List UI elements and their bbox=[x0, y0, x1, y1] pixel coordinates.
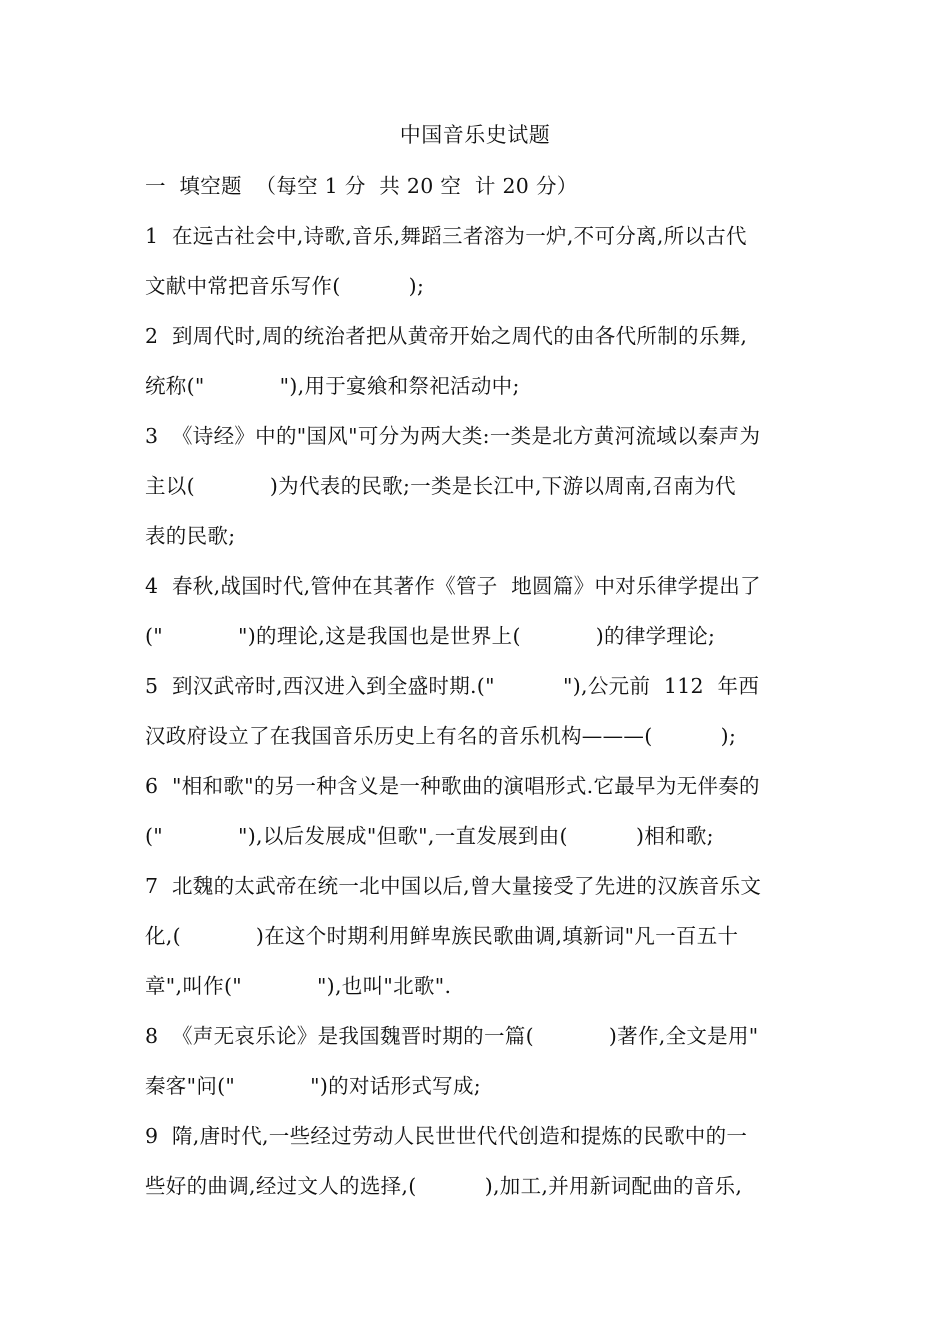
question-line: 主以( )为代表的民歌;一类是长江中,下游以周南,召南为代 bbox=[145, 474, 736, 498]
question-line: 表的民歌; bbox=[145, 524, 236, 548]
question-line: 统称(" "),用于宴飨和祭祀活动中; bbox=[145, 374, 520, 398]
question-line: 7 北魏的太武帝在统一北中国以后,曾大量接受了先进的汉族音乐文 bbox=[145, 874, 762, 898]
question-line: 汉政府设立了在我国音乐历史上有名的音乐机构———( ); bbox=[145, 724, 737, 748]
question-line: 9 隋,唐时代,一些经过劳动人民世世代代创造和提炼的民歌中的一 bbox=[145, 1124, 748, 1148]
question-line: 秦客"问(" ")的对话形式写成; bbox=[145, 1074, 481, 1098]
question-line: 文献中常把音乐写作( ); bbox=[145, 274, 425, 298]
page-title: 中国音乐史试题 bbox=[399, 123, 551, 147]
question-line: (" "),以后发展成"但歌",一直发展到由( )相和歌; bbox=[145, 824, 714, 848]
question-line: 些好的曲调,经过文人的选择,( ),加工,并用新词配曲的音乐, bbox=[145, 1174, 743, 1198]
question-line: 章",叫作(" "),也叫"北歌". bbox=[145, 974, 452, 998]
question-line: 5 到汉武帝时,西汉进入到全盛时期.(" "),公元前 112 年西 bbox=[145, 674, 760, 698]
question-line: 3 《诗经》中的"国风"可分为两大类:一类是北方黄河流域以秦声为 bbox=[145, 424, 761, 448]
question-line: 2 到周代时,周的统治者把从黄帝开始之周代的由各代所制的乐舞, bbox=[145, 324, 748, 348]
question-line: 4 春秋,战国时代,管仲在其著作《管子 地圆篇》中对乐律学提出了 bbox=[145, 574, 761, 598]
question-line: 1 在远古社会中,诗歌,音乐,舞蹈三者溶为一炉,不可分离,所以古代 bbox=[145, 224, 747, 248]
question-line: (" ")的理论,这是我国也是世界上( )的律学理论; bbox=[145, 624, 716, 648]
section-heading: 一 填空题 （每空 1 分 共 20 空 计 20 分） bbox=[145, 174, 578, 198]
question-line: 8 《声无哀乐论》是我国魏晋时期的一篇( )著作,全文是用" bbox=[145, 1024, 759, 1048]
question-text bbox=[145, 170, 815, 1220]
question-line: 6 "相和歌"的另一种含义是一种歌曲的演唱形式.它最早为无伴奏的 bbox=[145, 774, 760, 798]
question-line: 化,( )在这个时期利用鲜卑族民歌曲调,填新词"凡一百五十 bbox=[145, 924, 739, 948]
